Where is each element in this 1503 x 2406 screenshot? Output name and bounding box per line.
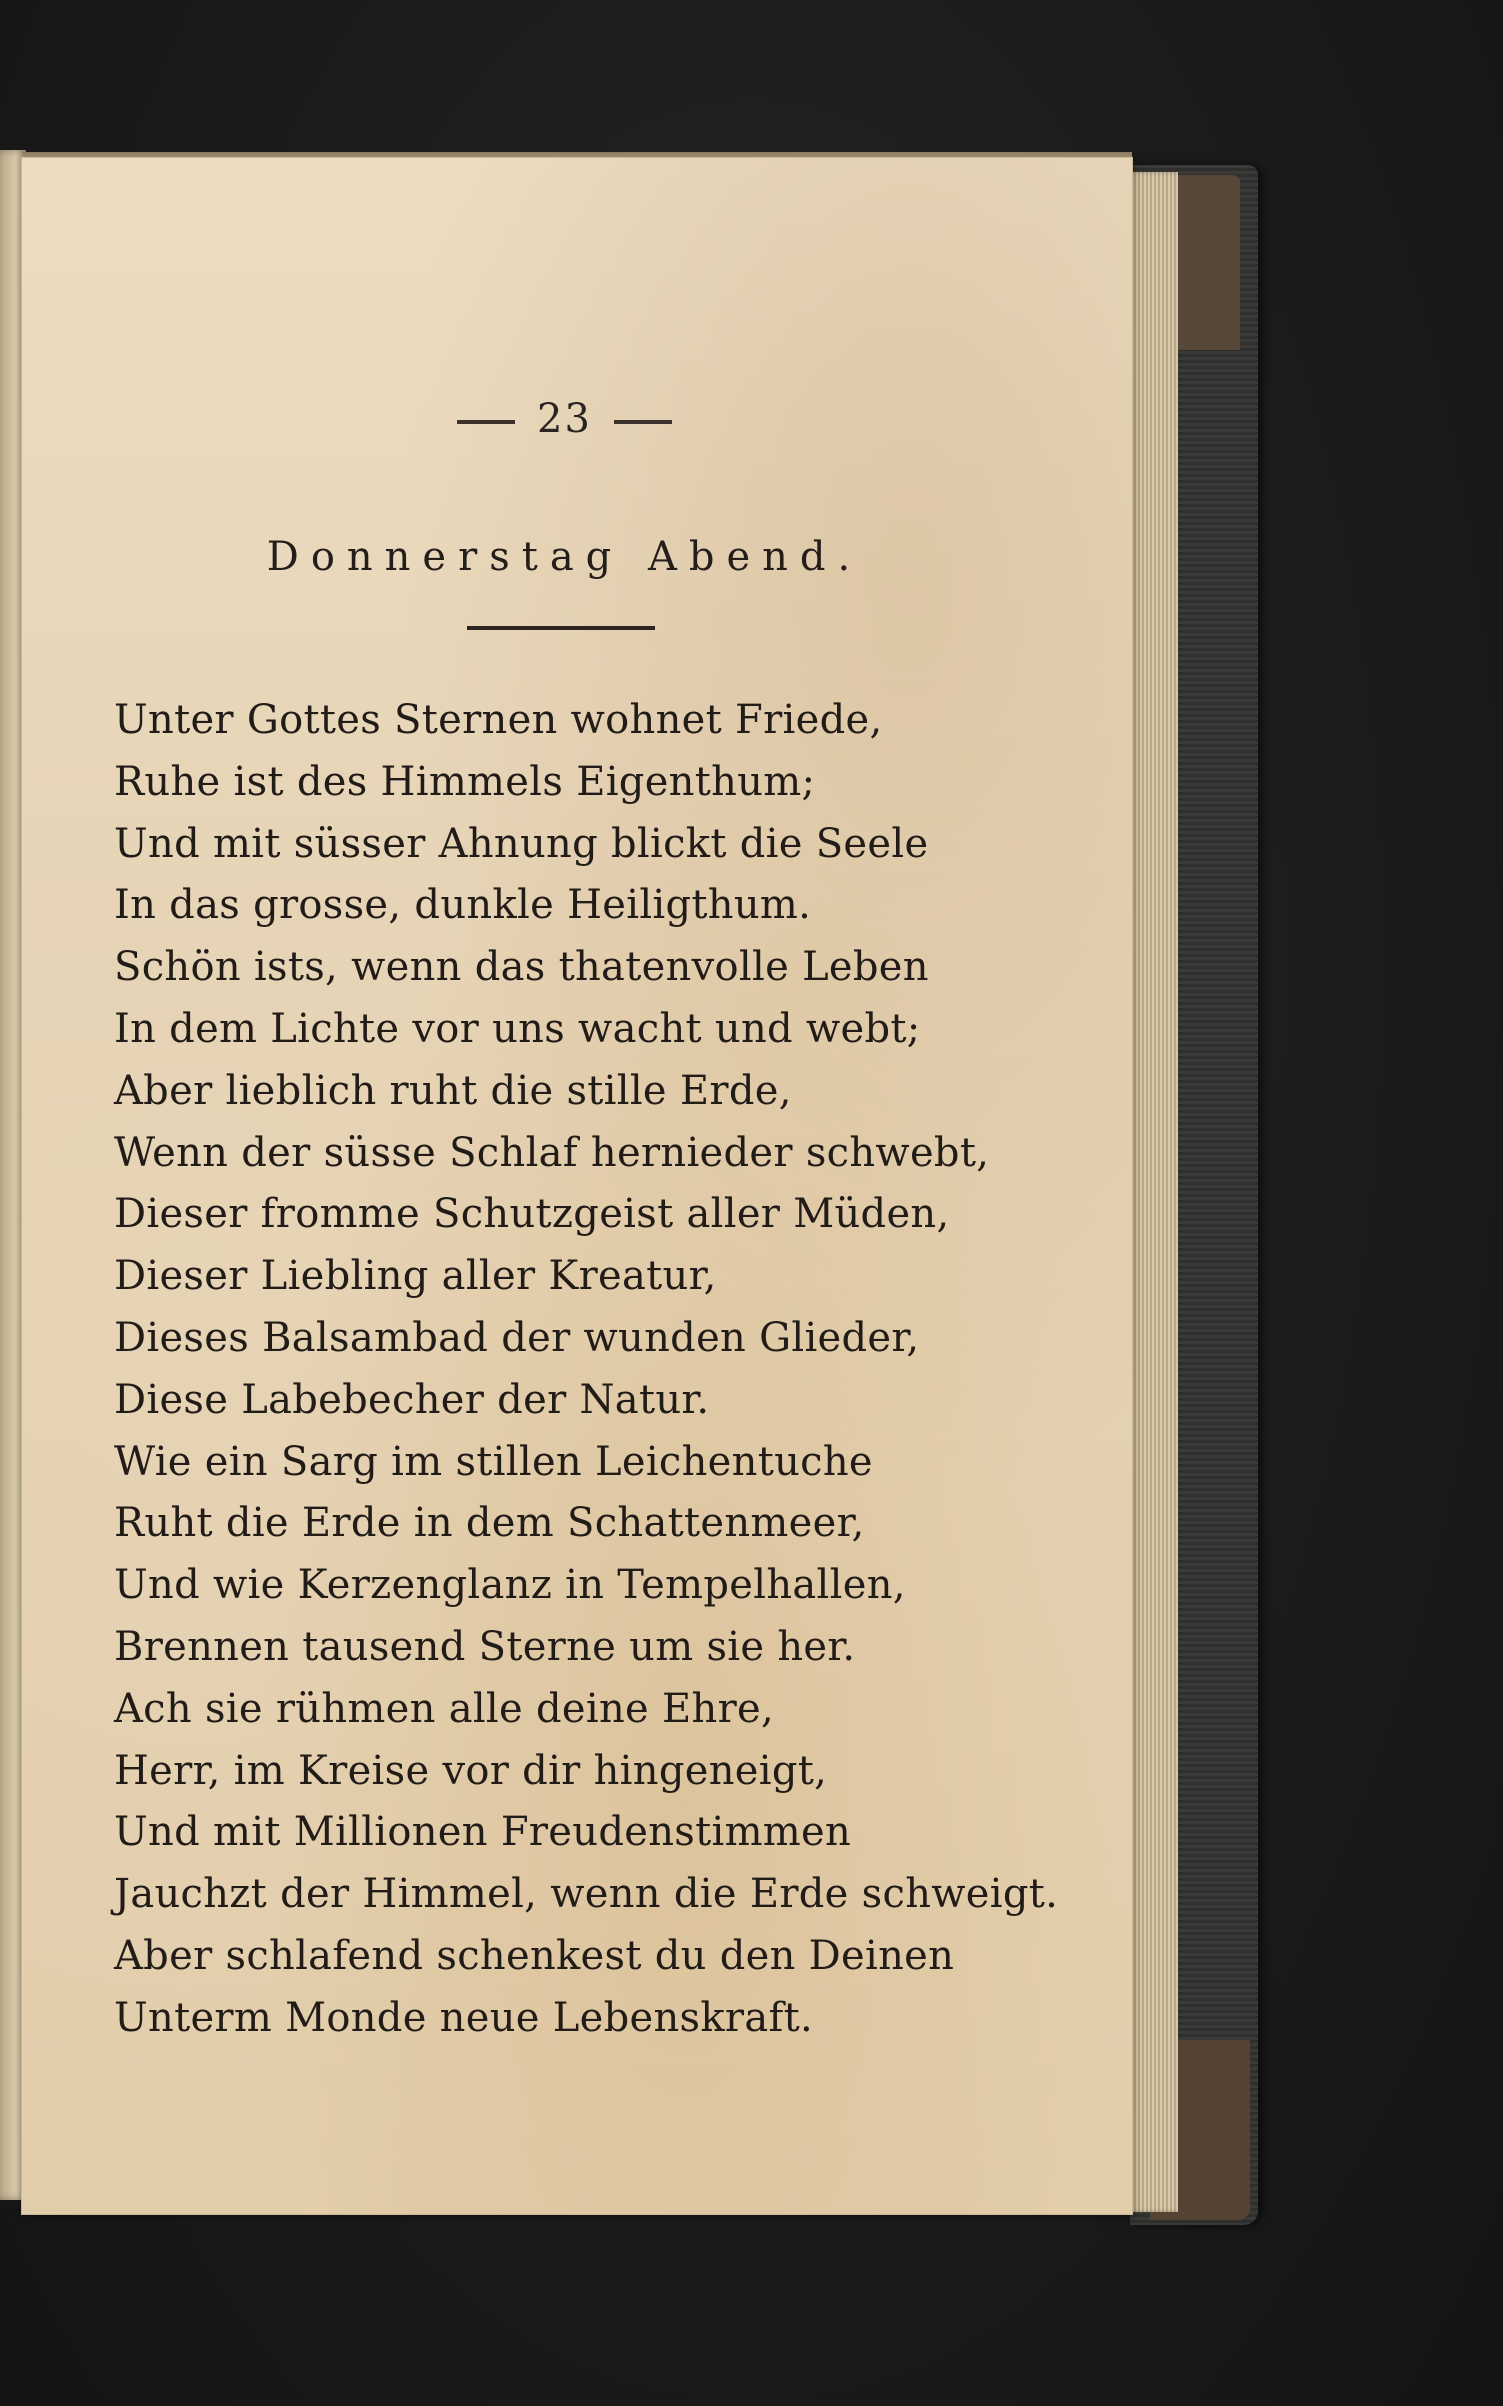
poem-line: In dem Lichte vor uns wacht und webt; xyxy=(114,1005,921,1052)
book-page xyxy=(22,158,1132,2214)
poem-line: Brennen tausend Sterne um sie her. xyxy=(114,1623,856,1670)
poem-heading: Donnerstag Abend. xyxy=(266,534,863,580)
poem-line: Und mit süsser Ahnung blickt die Seele xyxy=(114,820,929,867)
poem-line: Dieses Balsambad der wunden Glieder, xyxy=(114,1314,920,1361)
poem-line: Dieser fromme Schutzgeist aller Müden, xyxy=(114,1191,950,1238)
poem-line: In das grosse, dunkle Heiligthum. xyxy=(114,882,812,929)
poem-line: Dieser Liebling aller Kreatur, xyxy=(114,1253,717,1300)
poem-line: Aber schlafend schenkest du den Deinen xyxy=(114,1932,955,1979)
right-dash xyxy=(614,420,672,424)
poem-line: Herr, im Kreise vor dir hingeneigt, xyxy=(114,1747,828,1794)
left-dash xyxy=(457,420,515,424)
poem-line: Diese Labebecher der Natur. xyxy=(114,1376,710,1423)
heading-rule xyxy=(467,626,655,630)
poem-line: Ach sie rühmen alle deine Ehre, xyxy=(114,1685,775,1732)
poem-line: Und wie Kerzenglanz in Tempelhallen, xyxy=(114,1562,906,1609)
poem-line: Unter Gottes Sternen wohnet Friede, xyxy=(114,697,883,743)
poem-line: Ruhe ist des Himmels Eigenthum; xyxy=(114,758,816,805)
poem-line: Jauchzt der Himmel, wenn die Erde schweigt. xyxy=(114,1871,1059,1918)
poem-line: Und mit Millionen Freudenstimmen xyxy=(114,1809,852,1856)
poem-line: Wenn der süsse Schlaf hernieder schwebt, xyxy=(114,1129,990,1176)
page-number-row xyxy=(22,396,1107,442)
poem-line: Unterm Monde neue Lebenskraft. xyxy=(114,1994,813,2041)
poem-line: Aber lieblich ruht die stille Erde, xyxy=(114,1067,792,1114)
poem-line: Schön ists, wenn das thatenvolle Leben xyxy=(114,944,929,991)
poem xyxy=(114,690,1059,2050)
poem-line: Ruht die Erde in dem Schattenmeer, xyxy=(114,1500,865,1547)
poem-line: Wie ein Sarg im stillen Leichentuche xyxy=(114,1438,873,1485)
page-number: 23 xyxy=(537,396,592,442)
